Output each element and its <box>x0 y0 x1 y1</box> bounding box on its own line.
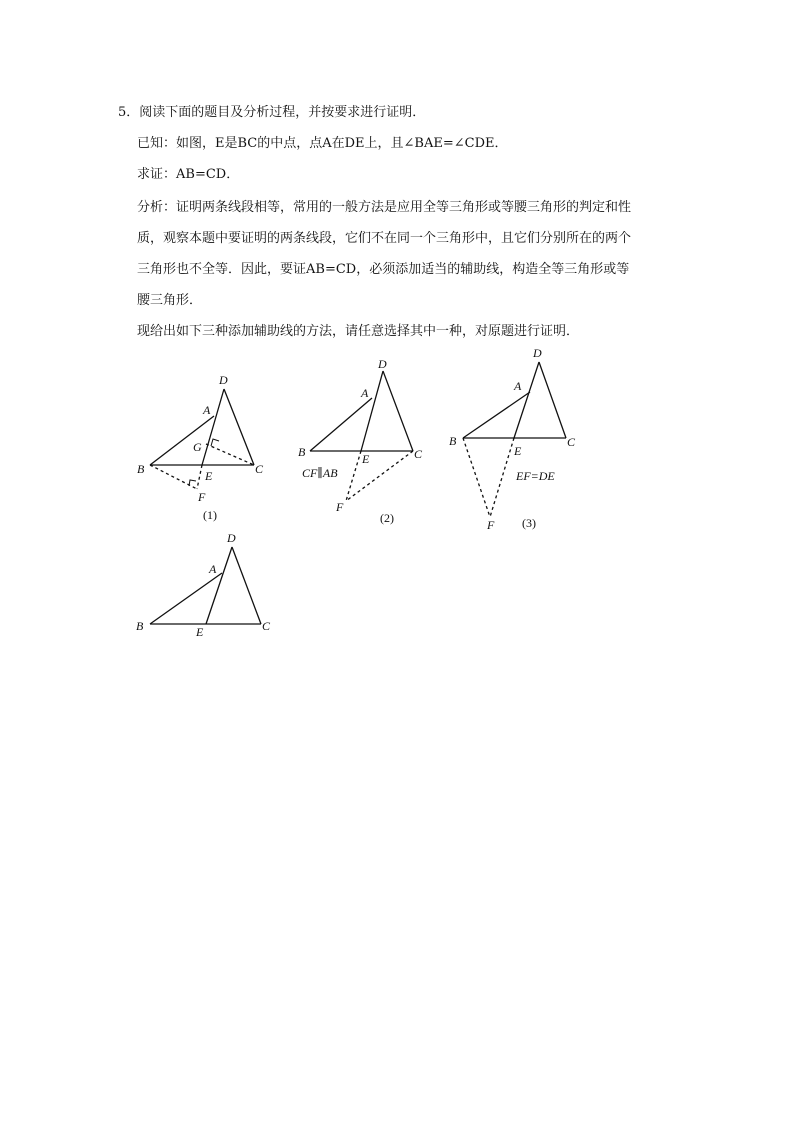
fig1-label-b: B <box>137 462 145 476</box>
task-statement: 现给出如下三种添加辅助线的方法，请任意选择其中一种，对原题进行证明． <box>137 324 580 339</box>
fig4-label-e: E <box>196 625 204 639</box>
figure-1 <box>150 389 254 489</box>
analysis-line-4: 腰三角形． <box>137 293 203 308</box>
fig1-label-g: G <box>193 440 202 454</box>
fig1-label-f: F <box>198 490 206 504</box>
fig1-segment-ef <box>197 465 202 489</box>
fig4-label-d: D <box>227 531 236 545</box>
fig3-label-a: A <box>514 379 522 393</box>
fig2-caption: (2) <box>380 511 394 525</box>
fig1-segment-bf <box>150 465 197 489</box>
figure-4 <box>150 547 261 624</box>
fig1-label-a: A <box>203 403 211 417</box>
fig4-segment-dc <box>232 547 261 624</box>
fig3-segment-dc <box>539 362 566 438</box>
fig2-label-d: D <box>378 357 387 371</box>
fig1-caption: (1) <box>203 508 217 522</box>
fig2-label-b: B <box>298 445 306 459</box>
fig3-note: EF=DE <box>516 469 555 483</box>
analysis-line-3: 三角形也不全等．因此，要证AB=CD，必须添加适当的辅助线，构造全等三角形或等 <box>137 262 630 277</box>
fig2-segment-dc <box>383 371 413 451</box>
fig3-label-d: D <box>533 346 542 360</box>
fig3-segment-ba <box>463 392 530 438</box>
fig2-label-a: A <box>361 386 369 400</box>
fig3-segment-bf <box>463 438 490 517</box>
fig4-label-c: C <box>262 619 271 633</box>
fig1-label-e: E <box>205 469 213 483</box>
fig2-segment-de <box>361 371 383 451</box>
fig2-segment-cf <box>346 451 413 501</box>
fig3-label-e: E <box>514 444 522 458</box>
fig2-segment-ef <box>346 451 361 501</box>
fig2-label-c: C <box>414 447 423 461</box>
fig1-segment-de <box>202 389 224 465</box>
fig3-label-c: C <box>567 435 576 449</box>
fig1-right-angle-g <box>211 439 219 446</box>
analysis-line-2: 质，观察本题中要证明的两条线段，它们不在同一个三角形中，且它们分别所在的两个 <box>137 231 632 246</box>
fig4-segment-de <box>206 547 232 624</box>
prove-statement: 求证：AB=CD． <box>137 167 240 182</box>
fig3-label-f: F <box>487 518 495 532</box>
fig3-segment-ef <box>490 438 514 517</box>
analysis-line-1: 分析：证明两条线段相等，常用的一般方法是应用全等三角形或等腰三角形的判定和性 <box>137 200 632 215</box>
fig2-label-e: E <box>362 452 370 466</box>
question-heading: 5．阅读下面的题目及分析过程，并按要求进行证明． <box>118 105 426 120</box>
fig2-note: CF∥AB <box>302 466 338 480</box>
fig4-label-a: A <box>209 562 217 576</box>
fig4-segment-ba <box>150 573 222 624</box>
fig3-label-b: B <box>449 434 457 448</box>
fig2-label-f: F <box>336 500 344 514</box>
fig1-label-c: C <box>255 462 264 476</box>
fig4-label-b: B <box>136 619 144 633</box>
fig1-label-d: D <box>219 373 228 387</box>
fig3-caption: (3) <box>522 516 536 530</box>
given-statement: 已知：如图，E是BC的中点，点A在DE上，且∠BAE=∠CDE． <box>137 136 508 151</box>
